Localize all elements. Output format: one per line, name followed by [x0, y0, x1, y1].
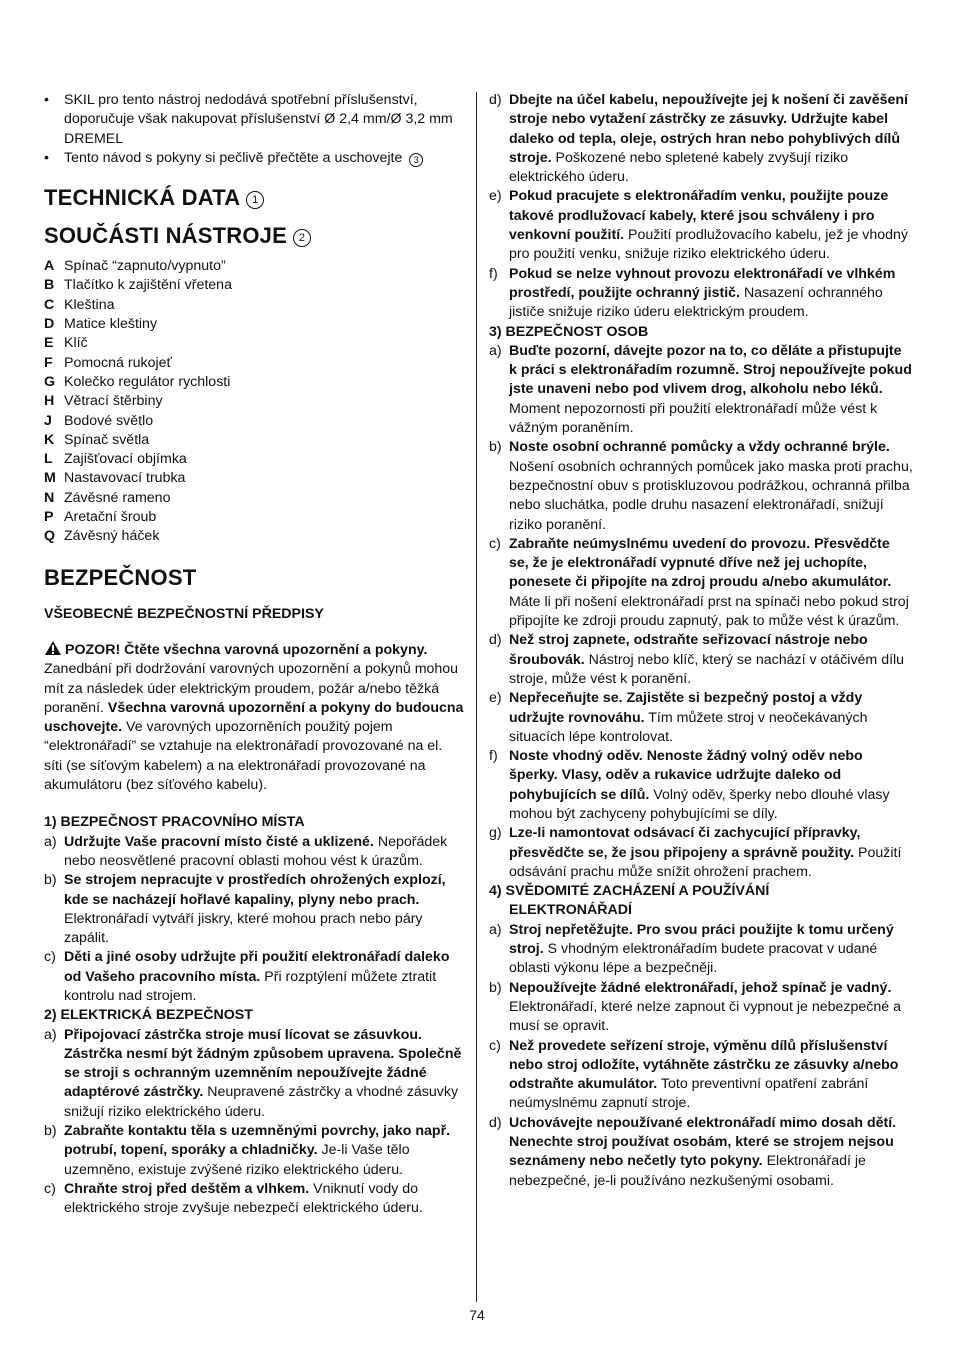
- item-bold: Buďte pozorní, dávejte pozor na to, co děláte a přistupujte k práci s elektronářadím rozumně. Stroj nepoužívejte pokud jste unaveni nebo pod vlivem drog, alkoholu nebo léků.: [509, 342, 912, 398]
- part-label: Závěsný háček: [64, 528, 160, 545]
- item-bold: Děti a jiné osoby udržujte při použití elektronářadí daleko od Vašeho pracovního místa.: [64, 949, 450, 985]
- figure-ref-2: 2: [293, 229, 311, 247]
- item-marker: d): [489, 1114, 502, 1131]
- item-marker: c): [489, 1037, 501, 1054]
- warning-text-2: Ve varovných upozorněních použitý pojem “elektronářadí” se vztahuje na elektronářadí provozované na el. síti (se síťovým kabelem) a na elektronářadí provozované na akumulátoru (bez síťového kabelu).: [44, 719, 443, 794]
- item-marker: b): [489, 439, 502, 456]
- item-bold: Uchovávejte nepoužívané elektronářadí mimo dosah dětí. Nenechte stroj používat osobám, které se strojem nejsou seznámeny nebo nečetly tyto pokyny.: [509, 1114, 897, 1170]
- figure-ref-3: 3: [409, 153, 423, 167]
- item-bold: Se strojem nepracujte v prostředích ohrožených explozí, kde se nacházejí hořlavé kapaliny, plyny nebo prach.: [64, 872, 446, 908]
- item-bold: Než stroj zapnete, odstraňte seřizovací nástroje nebo šroubovák.: [509, 632, 868, 668]
- item-marker: a): [44, 1026, 57, 1043]
- part-item-p: [44, 508, 464, 527]
- item-marker: d): [489, 632, 502, 649]
- figure-ref-1: 1: [246, 191, 264, 209]
- item-text: Poškozené nebo spletené kabely zvyšují riziko elektrického úderu.: [509, 149, 849, 186]
- safety-item: [44, 833, 464, 872]
- item-bold: Nepřeceňujte se. Zajistěte si bezpečný postoj a vždy udržujte rovnováhu.: [509, 690, 863, 726]
- item-body: [509, 91, 913, 187]
- section2-cont-list: [489, 91, 913, 323]
- safety-item: [489, 979, 913, 1037]
- right-column: [489, 91, 913, 1191]
- warning-bold-2: Všechna varovná upozornění a pokyny do budoucna uschovejte.: [44, 699, 464, 736]
- safety-item: [489, 535, 913, 631]
- item-body: [509, 187, 913, 264]
- item-marker: a): [489, 342, 502, 359]
- part-letter: N: [44, 489, 55, 506]
- part-letter: H: [44, 393, 55, 410]
- warning-paragraph: [44, 640, 464, 795]
- part-item-l: [44, 450, 464, 469]
- section1-title: 1) BEZPEČNOST PRACOVNÍHO MÍSTA: [44, 814, 305, 831]
- item-body: [509, 824, 913, 882]
- warning-triangle-icon: [44, 640, 62, 656]
- safety-item: [489, 1114, 913, 1191]
- item-text: Při rozptýlení můžete ztratit kontrolu nad strojem.: [64, 968, 437, 1004]
- safety-item: [489, 921, 913, 979]
- item-bold: Noste vhodný oděv. Nenoste žádný volný oděv nebo šperky. Vlasy, oděv a rukavice udržujte daleko od pohybujících se dílů.: [509, 748, 863, 803]
- item-text: Použití prodlužovacího kabelu, jež je vhodný pro použití venku, snižuje riziko elektrického úderu.: [509, 227, 909, 263]
- section3-list: [489, 342, 913, 882]
- section4-title-line1: 4) SVĚDOMITÉ ZACHÁZENÍ A POUŽÍVÁNÍ: [489, 883, 770, 900]
- item-marker: c): [44, 949, 56, 966]
- part-item-b: [44, 276, 464, 295]
- item-text: Tím můžete stroj v neočekávaných situacích lépe kontrolovat.: [509, 709, 868, 745]
- item-body: [509, 342, 913, 438]
- item-bold: Než provedete seřízení stroje, výměnu dílů příslušenství nebo stroj odložíte, vytáhněte zástrčku ze zásuvky a/nebo odstraňte akumulátor.: [509, 1037, 899, 1093]
- section3-title: 3) BEZPEČNOST OSOB: [489, 323, 649, 340]
- part-item-k: [44, 431, 464, 450]
- column-divider: [476, 92, 477, 1302]
- safety-item: [489, 91, 913, 187]
- page-number: 74: [469, 1307, 485, 1323]
- item-bold: Pokud pracujete s elektronářadím venku, použijte pouze takové prodlužovací kabely, které jsou schváleny i pro venkovní použití.: [509, 188, 889, 244]
- part-letter: P: [44, 509, 54, 526]
- item-text: Nošení osobních ochranných pomůcek jako maska proti prachu, bezpečnostní obuv s protiskluzovou podrážkou, ochranná přilba nebo sluchátka, podle druhu nasazení elektronářadí, snižují riziko poranění.: [509, 458, 913, 533]
- section2-title: 2) ELEKTRICKÁ BEZPEČNOST: [44, 1007, 253, 1024]
- section1-list: [44, 833, 464, 1007]
- part-label: Nastavovací trubka: [64, 470, 186, 487]
- item-marker: a): [489, 921, 502, 938]
- item-bold: Nepoužívejte žádné elektronářadí, jehož spínač je vadný.: [509, 979, 892, 996]
- left-column: [44, 91, 464, 1219]
- item-body: [509, 979, 913, 1037]
- item-text: Elektronářadí, které nelze zapnout či vypnout je nebezpečné a musí se opravit.: [509, 998, 901, 1035]
- part-label: Spínač “zapnuto/vypnuto”: [64, 258, 226, 275]
- part-label: Tlačítko k zajištění vřetena: [64, 277, 232, 294]
- part-label: Aretační šroub: [64, 509, 157, 526]
- safety-item: [489, 187, 913, 264]
- general-rules-title: VŠEOBECNÉ BEZPEČNOSTNÍ PŘEDPISY: [44, 605, 324, 622]
- parts-list: [44, 257, 464, 546]
- part-item-a: [44, 257, 464, 276]
- item-body: [509, 631, 913, 689]
- part-label: Bodové světlo: [64, 412, 154, 429]
- part-item-e: [44, 334, 464, 353]
- heading-text: SOUČÁSTI NÁSTROJE: [44, 223, 287, 249]
- item-body: [509, 689, 913, 747]
- part-label: Kleština: [64, 296, 115, 313]
- item-text: Toto preventivní opatření zabrání neúmyslnému zapnutí stroje.: [509, 1076, 869, 1112]
- item-body: [509, 438, 913, 534]
- item-body: [64, 833, 464, 872]
- item-bold: Připojovací zástrčka stroje musí lícovat se zásuvkou. Zástrčka nesmí být žádným způsobem upravena. Společně se stroji s ochranným uzemněním nepoužívejte žádné adaptérové zástrčky.: [64, 1026, 462, 1101]
- safety-item: [44, 1026, 464, 1122]
- item-body: [509, 265, 913, 323]
- item-text: Je-li Vaše tělo uzemněno, existuje zvýšené riziko elektrického úderu.: [64, 1142, 410, 1178]
- safety-item: [489, 1037, 913, 1114]
- part-item-j: [44, 412, 464, 431]
- safety-item: [489, 438, 913, 534]
- item-bold: Zabraňte neúmyslnému uvedení do provozu. Přesvědčte se, že je elektronářadí vypnuté dříve než jej uchopíte, ponesete či připojíte na zdroj proudu a/nebo akumulátor.: [509, 535, 892, 591]
- section4-title-line2: ELEKTRONÁŘADÍ: [509, 902, 632, 919]
- heading-technical-data: [44, 185, 464, 211]
- item-bold: Lze-li namontovat odsávací či zachycující přípravky, přesvědčte se, že jsou připojeny a správně použity.: [509, 825, 861, 861]
- item-bold: Pokud se nelze vyhnout provozu elektronářadí ve vlhkém prostředí, použijte ochranný jistič.: [509, 265, 896, 301]
- item-text: S vhodným elektronářadím budete pracovat v udané oblasti výkonu lépe a bezpečněji.: [509, 941, 878, 977]
- part-item-h: [44, 392, 464, 411]
- safety-item: [44, 948, 464, 1006]
- safety-item: [489, 631, 913, 689]
- part-item-m: [44, 469, 464, 488]
- part-item-c: [44, 296, 464, 315]
- item-marker: e): [489, 690, 502, 707]
- part-letter: C: [44, 296, 55, 313]
- part-item-d: [44, 315, 464, 334]
- item-text: Moment nepozornosti při použití elektronářadí může vést k vážným poraněním.: [509, 400, 878, 437]
- item-bold: Udržujte Vaše pracovní místo čisté a uklizené.: [64, 833, 374, 850]
- item-bold: Zabraňte kontaktu těla s uzemněnými povrchy, jako např. potrubí, topení, sporáky a chladničky.: [64, 1123, 451, 1159]
- item-text: Nepořádek nebo neosvětlené pracovní oblasti mohou vést k úrazům.: [64, 833, 448, 869]
- item-text: Elektronářadí vytváří jiskry, které mohou prach nebo páry zapálit.: [64, 910, 423, 947]
- item-marker: c): [489, 535, 501, 552]
- item-marker: f): [489, 748, 498, 765]
- safety-item: [489, 824, 913, 882]
- part-label: Spínač světla: [64, 431, 150, 448]
- heading-text: TECHNICKÁ DATA: [44, 185, 241, 211]
- item-marker: d): [489, 92, 502, 108]
- item-body: [509, 1037, 913, 1114]
- warning-text-1: Zanedbání při dodržování varovných upozornění a pokynů mohou mít za následek úder elektrickým proudem, požár a/nebo těžká poranění.: [44, 661, 459, 716]
- safety-item: [44, 1180, 464, 1219]
- item-body: [64, 1026, 464, 1122]
- part-letter: M: [44, 470, 56, 487]
- bullet-text: SKIL pro tento nástroj nedodává spotřební příslušenství, doporučuje však nakupovat příslušenství Ø 2,4 mm/Ø 3,2 mm DREMEL: [64, 92, 453, 147]
- safety-item: [489, 342, 913, 438]
- part-letter: D: [44, 316, 55, 333]
- part-label: Větrací štěrbiny: [64, 393, 163, 410]
- part-letter: A: [44, 258, 55, 275]
- item-marker: b): [44, 872, 57, 889]
- part-label: Matice kleštiny: [64, 316, 158, 333]
- item-text: Nasazení ochranného jističe snižuje riziko úderu elektrickým proudem.: [509, 284, 883, 321]
- part-letter: B: [44, 277, 55, 294]
- safety-item: [489, 265, 913, 323]
- item-bold: Chraňte stroj před deštěm a vlhkem.: [64, 1180, 310, 1197]
- part-label: Klíč: [64, 335, 88, 352]
- part-item-f: [44, 354, 464, 373]
- item-text: Neupravené zástrčky a vhodné zásuvky snižují riziko elektrického úderu.: [64, 1084, 459, 1120]
- item-text: Vniknutí vody do elektrického stroje zvyšuje nebezpečí elektrického úderu.: [64, 1180, 423, 1217]
- part-letter: F: [44, 354, 53, 371]
- part-item-n: [44, 489, 464, 508]
- safety-item: [44, 871, 464, 948]
- part-letter: G: [44, 373, 56, 390]
- item-text: Volný oděv, šperky nebo dlouhé vlasy mohou být zachyceny pohybujícími se díly.: [509, 786, 890, 822]
- item-body: [64, 1180, 464, 1219]
- item-marker: c): [44, 1180, 56, 1197]
- part-label: Pomocná rukojeť: [64, 354, 172, 371]
- section4-title: [489, 882, 913, 921]
- item-marker: g): [489, 825, 502, 842]
- bullet-read-manual: [44, 149, 464, 168]
- safety-item: [489, 747, 913, 824]
- item-text: Elektronářadí je nebezpečné, je-li používáno nezkušenými osobami.: [509, 1153, 866, 1189]
- part-letter: J: [44, 412, 52, 429]
- item-marker: e): [489, 188, 502, 205]
- item-body: [509, 921, 913, 979]
- item-body: [64, 1122, 464, 1180]
- item-bold: Noste osobní ochranné pomůcky a vždy ochranné brýle.: [509, 439, 890, 456]
- item-text: Použití odsávání prachu může snížit ohrožení prachem.: [509, 844, 902, 880]
- item-body: [509, 747, 913, 824]
- safety-item: [489, 689, 913, 747]
- part-letter: K: [44, 431, 55, 448]
- item-body: [509, 535, 913, 631]
- part-item-q: [44, 527, 464, 546]
- part-label: Zajišťovací objímka: [64, 451, 187, 468]
- part-letter: L: [44, 451, 53, 468]
- item-text: Máte li při nošení elektronářadí prst na spínači nebo pokud stroj připojíte ke zdroji proudu zapnutý, pak to může vést k úrazům.: [509, 593, 909, 630]
- item-bold: Stroj nepřetěžujte. Pro svou práci použijte k tomu určený stroj.: [509, 921, 894, 958]
- heading-tool-parts: [44, 223, 464, 249]
- part-letter: E: [44, 335, 54, 352]
- heading-safety: BEZPEČNOST: [44, 564, 197, 590]
- item-bold: Dbejte na účel kabelu, nepoužívejte jej k nošení či zavěšení stroje nebo vytažení zástrčky ze zásuvky. Udržujte kabel daleko od tepla, oleje, ostrých hran nebo pohyblivých dílů stroje.: [509, 92, 908, 166]
- warning-bold-1: POZOR! Čtěte všechna varovná upozornění a pokyny.: [65, 641, 428, 658]
- bullet-text: Tento návod s pokyny si pečlivě přečtěte a uschovejte: [64, 149, 403, 166]
- item-body: [509, 1114, 913, 1191]
- item-body: [64, 948, 464, 1006]
- section4-list: [489, 921, 913, 1191]
- item-marker: b): [489, 979, 502, 996]
- item-body: [64, 871, 464, 948]
- part-label: Závěsné rameno: [64, 489, 171, 506]
- item-text: Nástroj nebo klíč, který se nachází v otáčivém dílu stroje, může vést k poranění.: [509, 651, 905, 687]
- section2-list: [44, 1026, 464, 1219]
- item-marker: f): [489, 265, 498, 282]
- item-marker: a): [44, 833, 57, 850]
- part-letter: Q: [44, 528, 56, 545]
- bullet-accessories: [44, 91, 464, 149]
- part-label: Kolečko regulátor rychlosti: [64, 373, 231, 390]
- item-marker: b): [44, 1123, 57, 1140]
- part-item-g: [44, 373, 464, 392]
- safety-item: [44, 1122, 464, 1180]
